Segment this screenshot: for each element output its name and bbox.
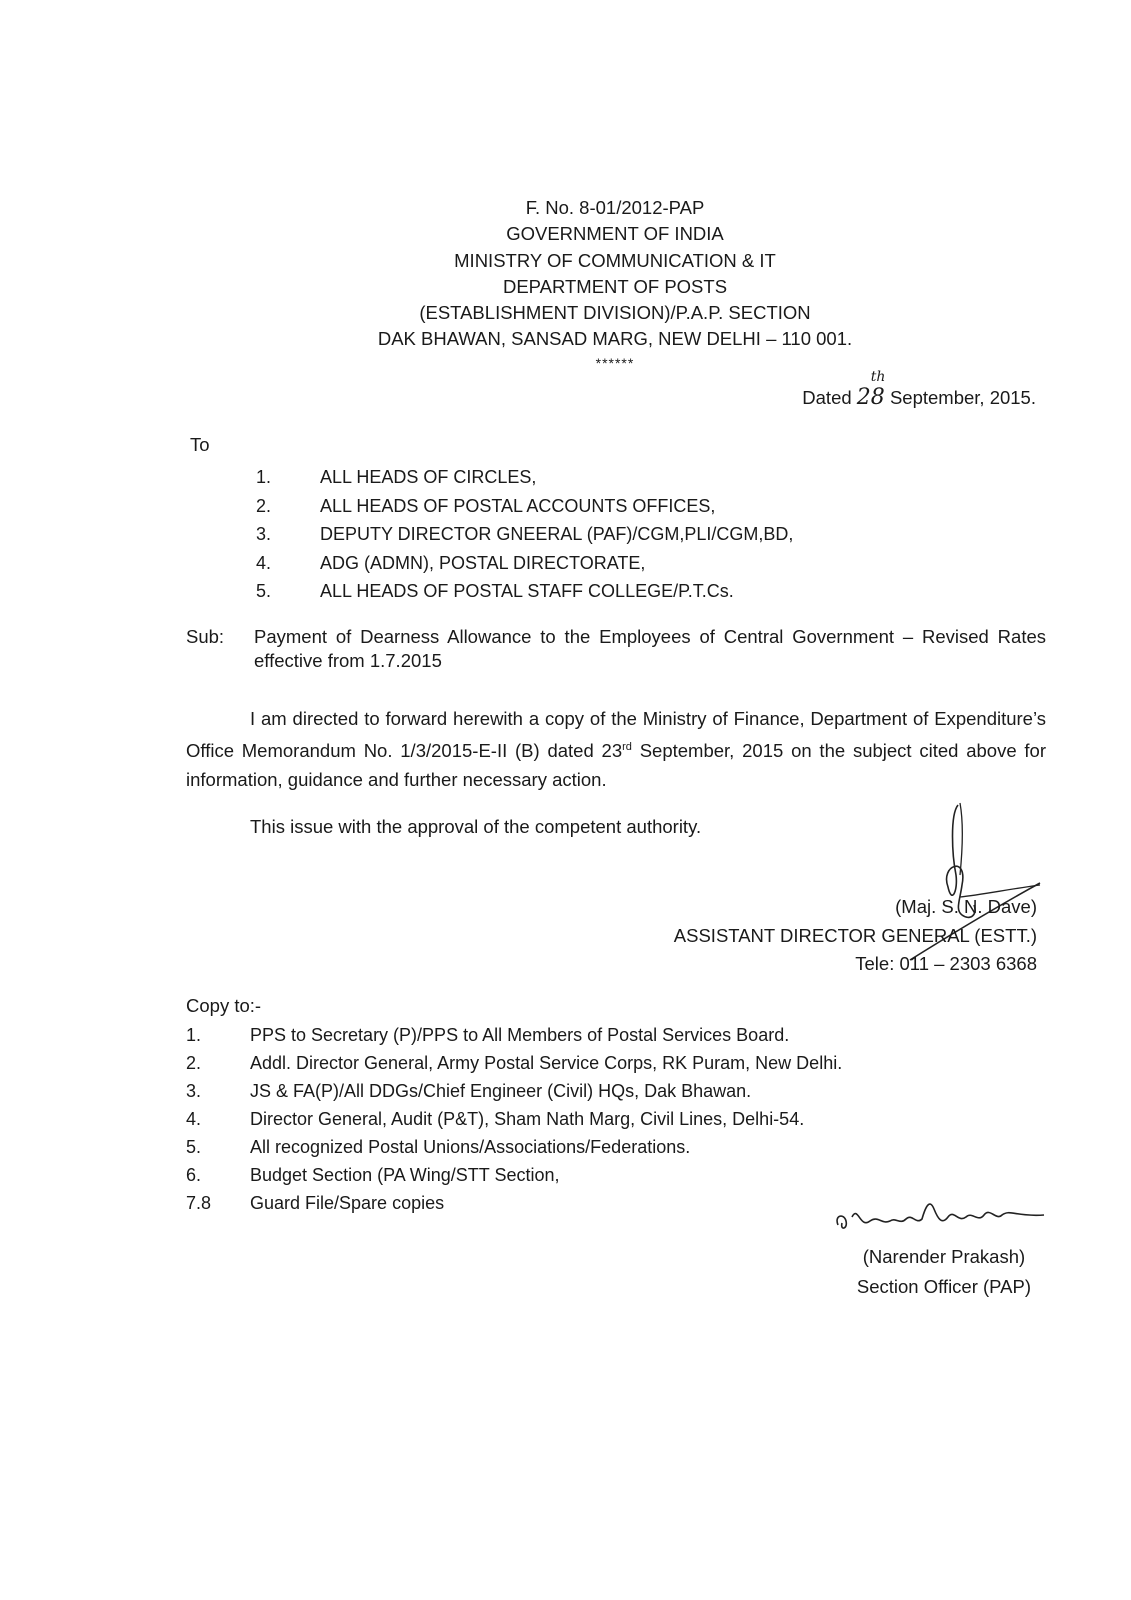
ministry-name: MINISTRY OF COMMUNICATION & IT xyxy=(454,249,776,271)
signatory-name: (Maj. S. N. Dave) xyxy=(895,896,1037,917)
subject-text: Payment of Dearness Allowance to the Employees of Central Government – Revised Rates effective from 1.7.2015 xyxy=(254,626,1046,671)
list-item: 2. Addl. Director General, Army Postal Service Corps, RK Puram, New Delhi. xyxy=(186,1053,843,1073)
file-number: F. No. 8-01/2012-PAP xyxy=(525,197,705,218)
letter-header xyxy=(0,195,1131,373)
signature-narender-prakash xyxy=(830,1195,1050,1240)
list-item: 6. Budget Section (PA Wing/STT Section, xyxy=(186,1165,560,1185)
date-day-handwritten: 28 th xyxy=(856,369,886,410)
list-item: 1. ALL HEADS OF CIRCLES, xyxy=(256,467,537,487)
date-line xyxy=(802,369,1036,410)
subject-label: Sub: xyxy=(186,626,225,647)
list-item: 2. ALL HEADS OF POSTAL ACCOUNTS OFFICES, xyxy=(256,495,716,516)
to-label: To xyxy=(190,434,210,455)
list-item: 5. All recognized Postal Unions/Associations/Federations. xyxy=(186,1137,691,1157)
government-name: GOVERNMENT OF INDIA xyxy=(506,223,724,245)
list-item: 4. Director General, Audit (P&T), Sham Nath Marg, Civil Lines, Delhi-54. xyxy=(186,1109,805,1129)
copy-to-list xyxy=(186,1021,842,1217)
date-prefix: Dated xyxy=(802,387,852,408)
recipient-list xyxy=(256,463,793,606)
list-item: 3. JS & FA(P)/All DDGs/Chief Engineer (Civil) HQs, Dak Bhawan. xyxy=(186,1081,752,1101)
officer-block xyxy=(857,1242,1031,1302)
signatory-block xyxy=(674,893,1037,979)
list-item: 1. PPS to Secretary (P)/PPS to All Members of Postal Services Board. xyxy=(186,1025,790,1045)
division-name: (ESTABLISHMENT DIVISION)/P.A.P. SECTION xyxy=(419,302,811,324)
list-item: 7.8 Guard File/Spare copies xyxy=(186,1193,445,1213)
officer-designation: Section Officer (PAP) xyxy=(856,1276,1031,1297)
date-suffix-handwritten: th xyxy=(870,369,886,385)
list-item: 4. ADG (ADMN), POSTAL DIRECTORATE, xyxy=(256,552,646,573)
department-name: DEPARTMENT OF POSTS xyxy=(502,275,728,297)
copy-to-label: Copy to:- xyxy=(186,995,262,1016)
subject-block xyxy=(186,625,1046,673)
signatory-designation: ASSISTANT DIRECTOR GENERAL (ESTT.) xyxy=(673,924,1037,946)
date-rest: September, 2015. xyxy=(889,387,1036,408)
officer-name: (Narender Prakash) xyxy=(862,1246,1026,1267)
separator-stars: ****** xyxy=(595,354,635,371)
list-item: 5. ALL HEADS OF POSTAL STAFF COLLEGE/P.T.Cs. xyxy=(256,581,734,601)
body-paragraph-2: This issue with the approval of the competent authority. xyxy=(250,816,702,837)
signatory-telephone: Tele: 011 – 2303 6368 xyxy=(855,953,1037,974)
body-paragraph-1: I am directed to forward herewith a copy of the Ministry of Finance, Department of Expenditure’s Office Memorandum No. 1/3/2015-E-II (B) dated 23rd September, 2015 on the subject cited above for information, guidance and further necessary action. xyxy=(186,708,1046,791)
office-address: DAK BHAWAN, SANSAD MARG, NEW DELHI – 110 001. xyxy=(377,328,853,350)
list-item: 3. DEPUTY DIRECTOR GNEERAL (PAF)/CGM,PLI/CGM,BD, xyxy=(256,524,794,544)
